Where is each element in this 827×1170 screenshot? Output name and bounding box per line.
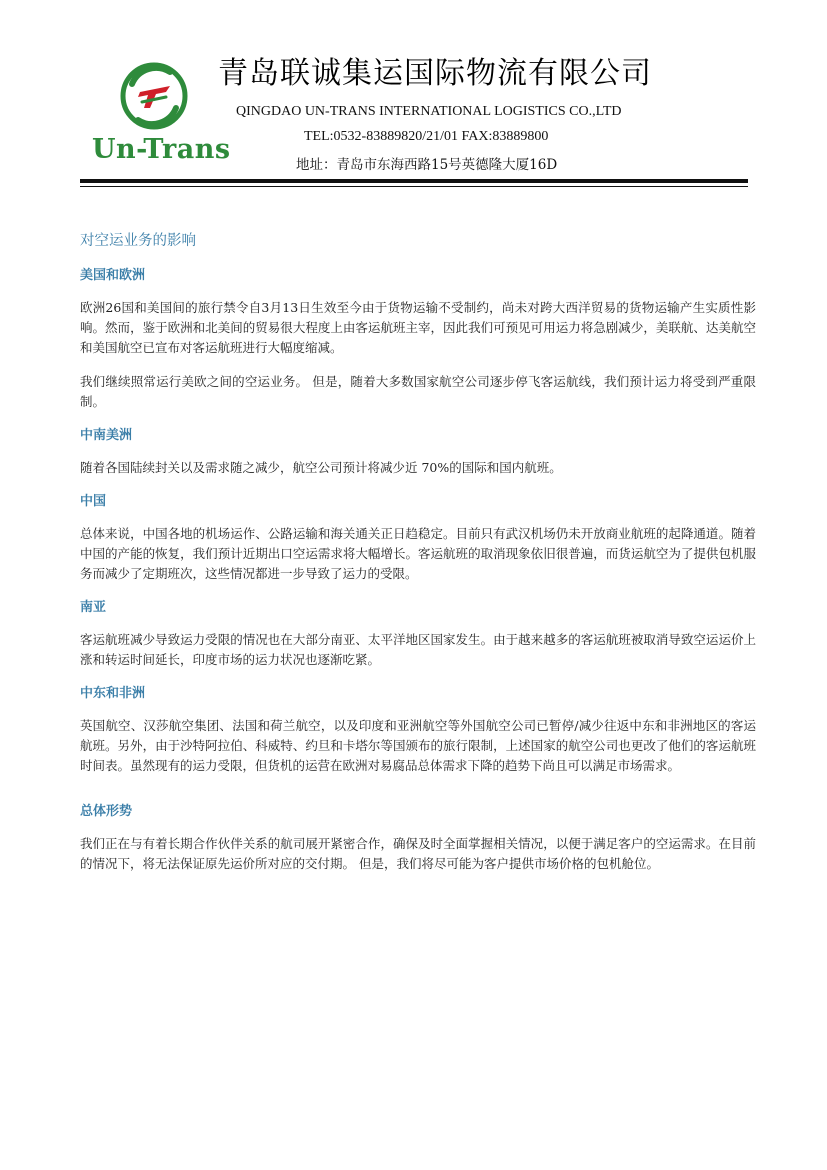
paragraph: 我们正在与有着长期合作伙伴关系的航司展开紧密合作，确保及时全面掌握相关情况，以便于满足客户的空运需求。在目前的情况下，将无法保证原先运价所对应的交付期。 但是，我们将尽可能为客户提供市场价格的包机舱位。 [80, 836, 756, 871]
company-address: 地址：青岛市东海西路15号英德隆大厦16D [296, 157, 558, 173]
logo-wordmark: Un-Trans [92, 134, 231, 165]
header-rule-thin [80, 186, 748, 187]
paragraph: 总体来说，中国各地的机场运作、公路运输和海关通关正日趋稳定。目前只有武汉机场仍未开放商业航班的起降通道。随着中国的产能的恢复，我们预计近期出口空运需求将大幅增长。客运航班的取消现象依旧很普遍，而货运航空为了提供包机服务而减少了定期班次，这些情况都进一步导致了运力的受限。 [80, 526, 756, 581]
header-rule-thick [80, 179, 748, 183]
company-name-en: QINGDAO UN-TRANS INTERNATIONAL LOGISTICS CO.,LTD [236, 104, 622, 119]
spacer [80, 790, 756, 802]
paragraph: 随着各国陆续封关以及需求随之减少，航空公司预计将减少近 70%的国际和国内航班。 [80, 460, 562, 475]
section-latin-america [80, 426, 756, 478]
section-south-asia [80, 598, 756, 670]
paragraph: 我们继续照常运行美欧之间的空运业务。 但是，随着大多数国家航空公司逐步停飞客运航线，我们预计运力将受到严重限制。 [80, 374, 756, 409]
paragraph: 英国航空、汉莎航空集团、法国和荷兰航空，以及印度和亚洲航空等外国航空公司已暂停/减少往返中东和非洲地区的客运航班。另外，由于沙特阿拉伯、科威特、约旦和卡塔尔等国颁布的旅行限制，上述国家的航空公司也更改了他们的客运航班时间表。虽然现有的运力受限，但货机的运营在欧洲对易腐品总体需求下降的趋势下尚且可以满足市场需求。 [80, 718, 756, 773]
document-body [80, 230, 756, 888]
document-title: 对空运业务的影响 [80, 233, 196, 249]
section-heading: 中南美洲 [80, 428, 133, 443]
paragraph: 欧洲26国和美国间的旅行禁令自3月13日生效至今由于货物运输不受制约，尚未对跨大西洋贸易的货物运输产生实质性影响。然而，鉴于欧洲和北美间的贸易很大程度上由客运航班主宰，因此我们可预见可用运力将急剧减少，美联航、达美航空和美国航空已宣布对客运航班进行大幅度缩减。 [80, 300, 756, 355]
section-middle-east-africa [80, 684, 756, 776]
section-heading: 中国 [80, 494, 107, 509]
company-contact: TEL:0532-83889820/21/01 FAX:83889800 [304, 129, 549, 144]
company-logo [92, 62, 231, 172]
company-name-cn: 青岛联诚集运国际物流有限公司 [218, 56, 652, 91]
section-china [80, 492, 756, 584]
section-heading: 总体形势 [80, 804, 133, 819]
section-heading: 中东和非洲 [80, 686, 146, 701]
globe-logo-icon [120, 62, 188, 130]
paragraph: 客运航班减少导致运力受限的情况也在大部分南亚、太平洋地区国家发生。由于越来越多的客运航班被取消导致空运运价上涨和转运时间延长，印度市场的运力状况也逐渐吃紧。 [80, 632, 756, 667]
section-overall-situation [80, 802, 756, 874]
section-heading: 南亚 [80, 600, 107, 615]
letterhead [0, 0, 827, 190]
section-heading: 美国和欧洲 [80, 268, 146, 283]
section-us-europe [80, 266, 756, 412]
